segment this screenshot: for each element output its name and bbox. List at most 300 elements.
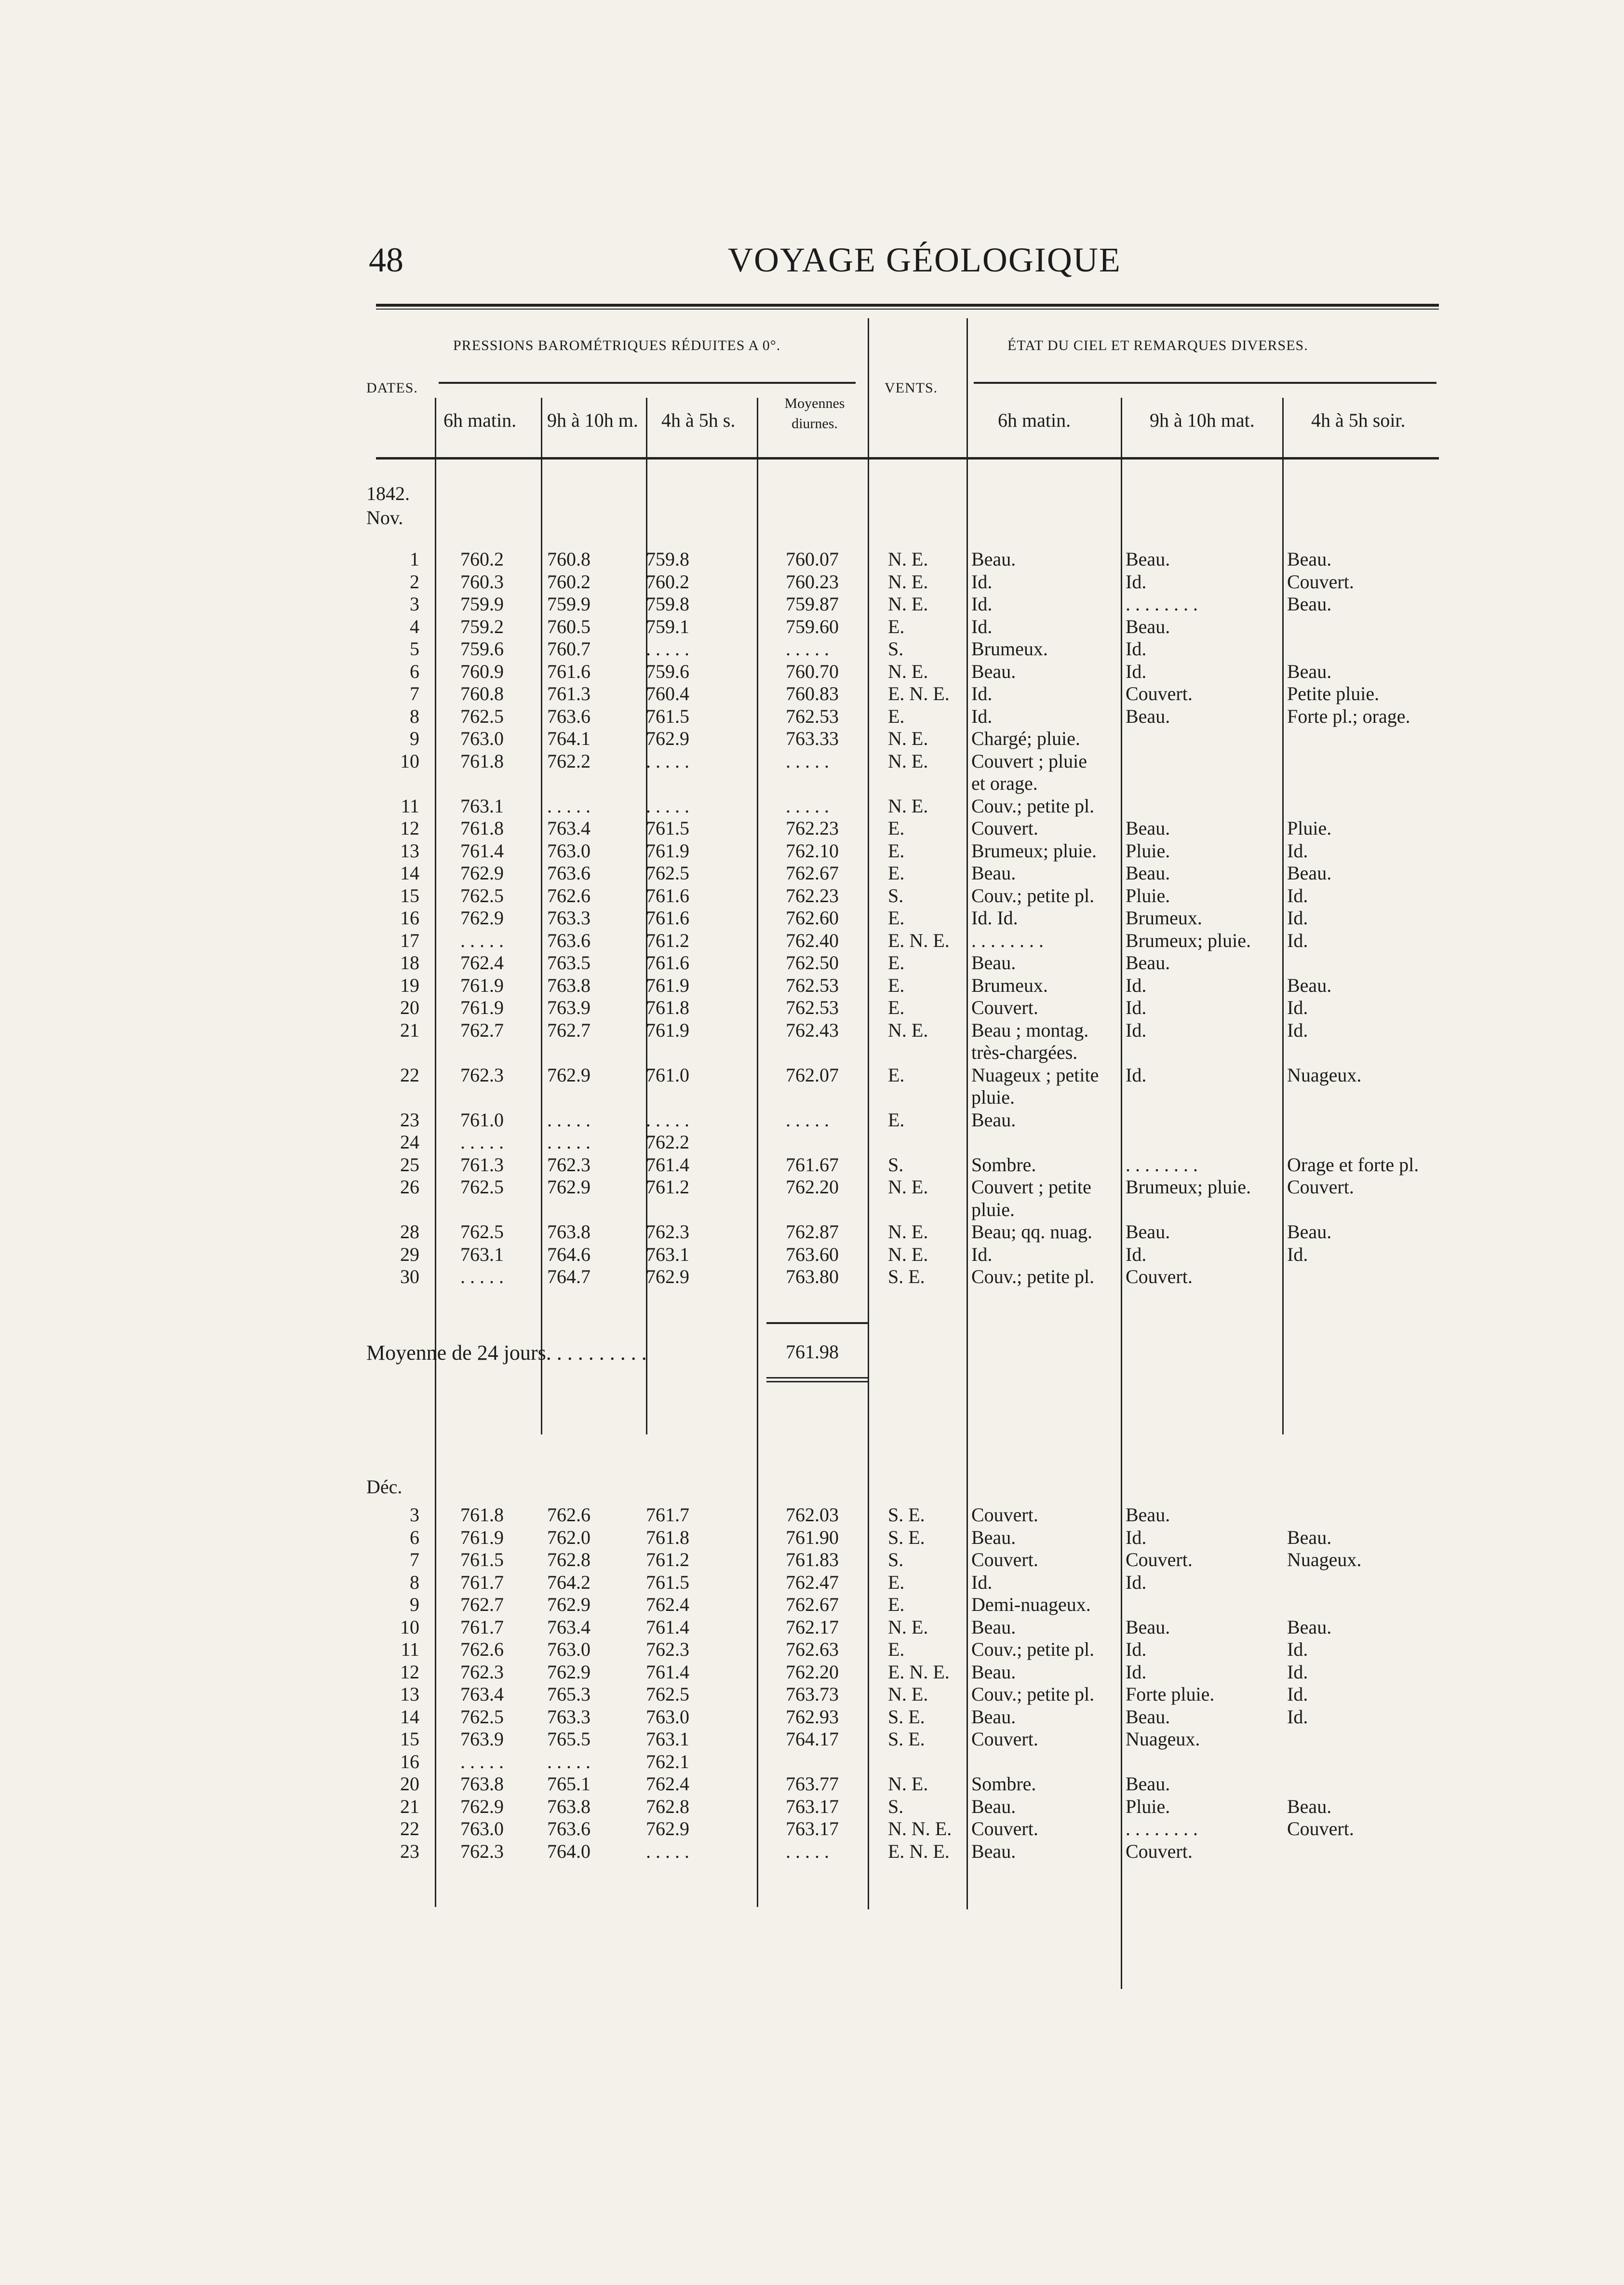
pressure-4h-cell: 761.5 xyxy=(646,1571,689,1593)
date-cell: 29 xyxy=(400,1243,419,1265)
sky-4h-cell: Forte pl.; orage. xyxy=(1287,705,1410,727)
sky-9h-cell: Forte pluie. xyxy=(1126,1683,1215,1705)
sky-4h-cell: Id. xyxy=(1287,1019,1308,1041)
sky-6h-cell: Beau. xyxy=(971,660,1016,682)
table-row xyxy=(366,1199,1439,1220)
pressure-6h-cell: 762.5 xyxy=(460,1705,504,1728)
vent-cell: E. N. E. xyxy=(888,1661,950,1683)
pressure-9h-cell: 763.3 xyxy=(547,1705,591,1728)
pressure-9h-cell: 763.0 xyxy=(547,839,591,862)
date-cell: 20 xyxy=(400,1773,419,1795)
sky-9h-cell: Beau. xyxy=(1126,1705,1170,1728)
moyenne-rule-1 xyxy=(766,1377,868,1379)
sky-9h-cell: Beau. xyxy=(1126,1504,1170,1526)
sky-6h-cell: Beau. xyxy=(971,1526,1016,1548)
sky-9h-cell: Pluie. xyxy=(1126,1795,1170,1817)
vent-cell: N. E. xyxy=(888,570,928,593)
moyenne-cell: 762.53 xyxy=(786,997,839,1018)
moyenne-cell: . . . . . xyxy=(786,795,829,817)
moyenne-cell: 762.07 xyxy=(786,1064,839,1086)
date-cell: 21 xyxy=(400,1795,419,1817)
sky-9h-cell: Id. xyxy=(1126,1019,1147,1041)
pressure-4h-cell: 760.4 xyxy=(646,683,689,704)
date-cell: 22 xyxy=(400,1818,419,1839)
pressure-4h-cell: 760.2 xyxy=(646,570,689,593)
weather-table xyxy=(366,304,1439,1895)
moyenne-cell: . . . . . xyxy=(786,1109,829,1131)
moyenne-cell: 763.60 xyxy=(786,1243,839,1265)
table-row xyxy=(366,1751,1439,1772)
vent-cell: S. xyxy=(888,638,904,660)
pressure-6h-cell: 763.0 xyxy=(460,728,504,749)
pressions-brace xyxy=(439,382,856,384)
sky-6h-cell: Couv.; petite pl. xyxy=(971,795,1095,817)
pressure-4h-cell: 761.2 xyxy=(646,1176,689,1198)
vent-cell: E. xyxy=(888,615,905,637)
sky-6h-cell: pluie. xyxy=(971,1198,1015,1220)
pressure-9h-cell: 762.7 xyxy=(547,1019,591,1041)
moyenne-top-rule xyxy=(766,1322,868,1324)
pressure-9h-cell: 760.8 xyxy=(547,548,591,570)
table-row xyxy=(366,1684,1439,1705)
table-row xyxy=(366,907,1439,929)
colhead-s4: 4h à 5h soir. xyxy=(1311,409,1406,431)
vent-cell: E. xyxy=(888,1638,905,1660)
vent-cell: N. E. xyxy=(888,1019,928,1041)
pressure-9h-cell: 763.6 xyxy=(547,1818,591,1839)
moyenne-cell: 762.67 xyxy=(786,1594,839,1615)
moyenne-cell: 762.67 xyxy=(786,862,839,884)
pressure-4h-cell: 762.5 xyxy=(646,1683,689,1705)
date-cell: 10 xyxy=(400,750,419,772)
moyenne-cell: 762.23 xyxy=(786,817,839,839)
colhead-p4: 4h à 5h s. xyxy=(661,409,736,431)
pressure-4h-cell: 763.0 xyxy=(646,1705,689,1728)
pressure-4h-cell: . . . . . xyxy=(646,1109,689,1131)
table-row xyxy=(366,796,1439,817)
sky-4h-cell: Beau. xyxy=(1287,660,1332,682)
sky-9h-cell: Id. xyxy=(1126,1064,1147,1086)
pressure-6h-cell: 761.8 xyxy=(460,817,504,839)
sky-6h-cell: Id. xyxy=(971,593,993,615)
sky-4h-cell: Petite pluie. xyxy=(1287,683,1380,704)
date-cell: 13 xyxy=(400,839,419,862)
pressure-6h-cell: 761.9 xyxy=(460,974,504,996)
date-cell: 15 xyxy=(400,884,419,906)
moyenne-cell: 759.87 xyxy=(786,593,839,615)
date-cell: 13 xyxy=(400,1683,419,1705)
pressure-6h-cell: 762.9 xyxy=(460,1795,504,1817)
pressure-9h-cell: 765.5 xyxy=(547,1728,591,1750)
vent-cell: E. xyxy=(888,997,905,1018)
vent-cell: S. E. xyxy=(888,1266,925,1287)
moyenne-cell: 762.47 xyxy=(786,1571,839,1593)
table-row xyxy=(366,1109,1439,1131)
pressure-4h-cell: 762.8 xyxy=(646,1795,689,1817)
sky-6h-cell: Chargé; pluie. xyxy=(971,728,1080,749)
sky-6h-cell: Beau. xyxy=(971,1795,1016,1817)
vent-cell: S. E. xyxy=(888,1526,925,1548)
pressure-6h-cell: 763.9 xyxy=(460,1728,504,1750)
table-row xyxy=(366,683,1439,704)
sky-9h-cell: Beau. xyxy=(1126,1616,1170,1638)
vent-cell: S. xyxy=(888,1549,904,1570)
sky-9h-cell: Brumeux; pluie. xyxy=(1126,1176,1251,1198)
sky-6h-cell: Beau. xyxy=(971,1705,1016,1728)
pressure-4h-cell: 761.5 xyxy=(646,705,689,727)
sky-6h-cell: Id. Id. xyxy=(971,907,1018,929)
date-cell: 11 xyxy=(401,795,419,817)
moyenne-rule-2 xyxy=(766,1381,868,1382)
sky-9h-cell: Pluie. xyxy=(1126,839,1170,862)
pressure-6h-cell: 759.2 xyxy=(460,615,504,637)
date-cell: 21 xyxy=(400,1019,419,1041)
pressure-9h-cell: 760.7 xyxy=(547,638,591,660)
header-dates: DATES. xyxy=(366,380,418,396)
table-row xyxy=(366,818,1439,839)
date-cell: 25 xyxy=(400,1153,419,1176)
sky-9h-cell: Id. xyxy=(1126,638,1147,660)
table-row xyxy=(366,1818,1439,1839)
pressure-4h-cell: 761.4 xyxy=(646,1153,689,1176)
pressure-6h-cell: 759.6 xyxy=(460,638,504,660)
sky-4h-cell: Id. xyxy=(1287,997,1308,1018)
date-cell: 28 xyxy=(400,1221,419,1243)
moyenne-cell: 762.87 xyxy=(786,1221,839,1243)
pressure-6h-cell: 762.7 xyxy=(460,1019,504,1041)
pressure-4h-cell: 761.2 xyxy=(646,1549,689,1570)
table-row xyxy=(366,1244,1439,1265)
vent-cell: S. xyxy=(888,1795,904,1817)
date-cell: 7 xyxy=(410,1549,419,1570)
pressure-6h-cell: 762.6 xyxy=(460,1638,504,1660)
moyenne-cell: 764.17 xyxy=(786,1728,839,1750)
pressure-6h-cell: 762.3 xyxy=(460,1661,504,1683)
vent-cell: E. xyxy=(888,705,905,727)
vent-cell: E. xyxy=(888,952,905,973)
etat-brace xyxy=(974,382,1436,384)
moyenne-cell: 762.50 xyxy=(786,952,839,973)
table-row xyxy=(366,751,1439,772)
sky-6h-cell: et orage. xyxy=(971,772,1038,794)
table-row xyxy=(366,706,1439,727)
sky-6h-cell: Couvert. xyxy=(971,1728,1038,1750)
pressure-9h-cell: 762.9 xyxy=(547,1594,591,1615)
pressure-6h-cell: 763.0 xyxy=(460,1818,504,1839)
sky-4h-cell: Couvert. xyxy=(1287,1818,1354,1839)
date-cell: 6 xyxy=(410,1526,419,1548)
sky-9h-cell: Id. xyxy=(1126,1571,1147,1593)
pressure-6h-cell: . . . . . xyxy=(460,1750,504,1772)
vent-cell: E. N. E. xyxy=(888,1840,950,1862)
table-row xyxy=(366,1594,1439,1615)
moyenne-cell: 762.03 xyxy=(786,1504,839,1526)
sky-9h-cell: . . . . . . . . xyxy=(1126,1153,1198,1176)
table-row xyxy=(366,1549,1439,1570)
pressure-4h-cell: 761.4 xyxy=(646,1661,689,1683)
pressure-9h-cell: 764.0 xyxy=(547,1840,591,1862)
sky-9h-cell: Beau. xyxy=(1126,615,1170,637)
pressure-6h-cell: 762.5 xyxy=(460,705,504,727)
month-nov-label: Nov. xyxy=(366,507,403,528)
table-row xyxy=(366,549,1439,570)
moyenne-cell: 761.67 xyxy=(786,1153,839,1176)
date-cell: 23 xyxy=(400,1840,419,1862)
pressure-4h-cell: 762.9 xyxy=(646,1266,689,1287)
sky-4h-cell: Beau. xyxy=(1287,1526,1332,1548)
month-dec-label: Déc. xyxy=(366,1476,403,1498)
pressure-6h-cell: 761.9 xyxy=(460,1526,504,1548)
page-number: 48 xyxy=(369,241,403,279)
pressure-6h-cell: 761.7 xyxy=(460,1616,504,1638)
pressure-4h-cell: 762.5 xyxy=(646,862,689,884)
vent-cell: N. E. xyxy=(888,795,928,817)
sky-4h-cell: Nuageux. xyxy=(1287,1064,1362,1086)
date-cell: 19 xyxy=(400,974,419,996)
pressure-6h-cell: 762.7 xyxy=(460,1594,504,1615)
date-cell: 1 xyxy=(410,548,419,570)
moyenne-cell: 762.20 xyxy=(786,1661,839,1683)
sky-4h-cell: Couvert. xyxy=(1287,570,1354,593)
moyenne-cell: . . . . . xyxy=(786,750,829,772)
date-cell: 7 xyxy=(410,683,419,704)
sky-9h-cell: Couvert. xyxy=(1126,1840,1193,1862)
vent-cell: E. xyxy=(888,1109,905,1131)
pressure-9h-cell: 762.6 xyxy=(547,1504,591,1526)
sky-9h-cell: . . . . . . . . xyxy=(1126,1818,1198,1839)
table-row xyxy=(366,1527,1439,1548)
table-row xyxy=(366,1221,1439,1243)
table-row xyxy=(366,638,1439,660)
table-row xyxy=(366,863,1439,884)
colhead-p6: 6h matin. xyxy=(443,409,517,431)
pressure-6h-cell: 760.3 xyxy=(460,570,504,593)
pressure-6h-cell: 761.8 xyxy=(460,750,504,772)
moyenne-cell: 763.73 xyxy=(786,1683,839,1705)
sky-6h-cell: Beau. xyxy=(971,1616,1016,1638)
table-row xyxy=(366,1266,1439,1287)
moyenne-cell: 762.63 xyxy=(786,1638,839,1660)
vent-cell: N. E. xyxy=(888,1773,928,1795)
sky-6h-cell: Demi-nuageux. xyxy=(971,1594,1091,1615)
vent-cell: S. xyxy=(888,1153,904,1176)
sky-6h-cell: Brumeux; pluie. xyxy=(971,839,1097,862)
pressure-9h-cell: 764.7 xyxy=(547,1266,591,1287)
date-cell: 15 xyxy=(400,1728,419,1750)
sky-6h-cell: Id. xyxy=(971,683,993,704)
pressure-4h-cell: 759.8 xyxy=(646,593,689,615)
vent-cell: E. xyxy=(888,1064,905,1086)
sky-9h-cell: Id. xyxy=(1126,1638,1147,1660)
sky-4h-cell: Id. xyxy=(1287,1705,1308,1728)
vent-cell: E. xyxy=(888,1571,905,1593)
top-rule xyxy=(376,304,1439,307)
pressure-6h-cell: 761.3 xyxy=(460,1153,504,1176)
sky-6h-cell: Beau. xyxy=(971,1109,1016,1131)
colhead-s6: 6h matin. xyxy=(998,409,1071,431)
date-cell: 10 xyxy=(400,1616,419,1638)
vent-cell: N. E. xyxy=(888,660,928,682)
vent-cell: E. xyxy=(888,907,905,929)
vent-cell: N. E. xyxy=(888,750,928,772)
pressure-9h-cell: 763.5 xyxy=(547,952,591,973)
date-cell: 16 xyxy=(400,1750,419,1772)
pressure-4h-cell: 762.9 xyxy=(646,1818,689,1839)
pressure-6h-cell: 761.8 xyxy=(460,1504,504,1526)
pressure-6h-cell: 761.9 xyxy=(460,997,504,1018)
table-row xyxy=(366,1729,1439,1750)
date-cell: 12 xyxy=(400,1661,419,1683)
sky-6h-cell: Beau ; montag. xyxy=(971,1019,1089,1041)
table-row xyxy=(366,975,1439,996)
sky-9h-cell: Id. xyxy=(1126,660,1147,682)
date-cell: 2 xyxy=(410,570,419,593)
sky-6h-cell: pluie. xyxy=(971,1086,1015,1108)
sky-6h-cell: Couvert. xyxy=(971,997,1038,1018)
table-row xyxy=(366,1773,1439,1795)
moyenne-cell: 762.53 xyxy=(786,974,839,996)
sky-4h-cell: Id. xyxy=(1287,1243,1308,1265)
sky-6h-cell: très-chargées. xyxy=(971,1041,1078,1063)
sky-9h-cell: Beau. xyxy=(1126,862,1170,884)
date-cell: 14 xyxy=(400,1705,419,1728)
sky-9h-cell: Beau. xyxy=(1126,1773,1170,1795)
sky-6h-cell: Couvert. xyxy=(971,1549,1038,1570)
date-cell: 9 xyxy=(410,728,419,749)
pressure-6h-cell: 762.9 xyxy=(460,862,504,884)
sky-6h-cell: . . . . . . . . xyxy=(971,929,1044,951)
pressure-4h-cell: 761.7 xyxy=(646,1504,689,1526)
pressure-9h-cell: 762.3 xyxy=(547,1153,591,1176)
sky-9h-cell: Brumeux. xyxy=(1126,907,1202,929)
vent-cell: N. E. xyxy=(888,1176,928,1198)
sky-4h-cell: Nuageux. xyxy=(1287,1549,1362,1570)
sky-9h-cell: Id. xyxy=(1126,1661,1147,1683)
sky-9h-cell: Id. xyxy=(1126,974,1147,996)
pressure-9h-cell: 763.0 xyxy=(547,1638,591,1660)
sky-6h-cell: Id. xyxy=(971,1571,993,1593)
sky-4h-cell: Id. xyxy=(1287,1661,1308,1683)
sky-4h-cell: Couvert. xyxy=(1287,1176,1354,1198)
moyenne-cell: 762.93 xyxy=(786,1705,839,1728)
sky-4h-cell: Id. xyxy=(1287,907,1308,929)
pressure-9h-cell: . . . . . xyxy=(547,1131,591,1153)
moyenne-value: 761.98 xyxy=(786,1341,839,1363)
table-row xyxy=(366,1572,1439,1593)
year-label: 1842. xyxy=(366,483,410,504)
date-cell: 12 xyxy=(400,817,419,839)
pressure-9h-cell: 760.2 xyxy=(547,570,591,593)
sky-4h-cell: Beau. xyxy=(1287,862,1332,884)
pressure-9h-cell: 764.2 xyxy=(547,1571,591,1593)
pressure-9h-cell: 762.9 xyxy=(547,1661,591,1683)
pressure-6h-cell: 760.2 xyxy=(460,548,504,570)
sky-6h-cell: Sombre. xyxy=(971,1153,1036,1176)
sky-6h-cell: Id. xyxy=(971,1243,993,1265)
header-pressions: PRESSIONS BAROMÉTRIQUES RÉDUITES A 0°. xyxy=(453,338,781,353)
pressure-9h-cell: 760.5 xyxy=(547,615,591,637)
vent-cell: E. xyxy=(888,974,905,996)
moyenne-cell: 760.83 xyxy=(786,683,839,704)
vent-cell: S. E. xyxy=(888,1705,925,1728)
table-row xyxy=(366,1662,1439,1683)
pressure-4h-cell: 762.4 xyxy=(646,1594,689,1615)
moyenne-cell: . . . . . xyxy=(786,1840,829,1862)
sky-4h-cell: Id. xyxy=(1287,839,1308,862)
pressure-6h-cell: 763.1 xyxy=(460,1243,504,1265)
sky-9h-cell: Beau. xyxy=(1126,705,1170,727)
sky-9h-cell: Id. xyxy=(1126,570,1147,593)
moyenne-cell: 761.90 xyxy=(786,1526,839,1548)
sky-9h-cell: . . . . . . . . xyxy=(1126,593,1198,615)
table-row xyxy=(366,1176,1439,1198)
pressure-6h-cell: 763.4 xyxy=(460,1683,504,1705)
sky-9h-cell: Beau. xyxy=(1126,952,1170,973)
pressure-6h-cell: 762.4 xyxy=(460,952,504,973)
table-row xyxy=(366,1020,1439,1041)
table-row xyxy=(366,594,1439,615)
pressure-6h-cell: 763.8 xyxy=(460,1773,504,1795)
pressure-6h-cell: 761.5 xyxy=(460,1549,504,1570)
table-row xyxy=(366,1087,1439,1108)
table-row xyxy=(366,885,1439,906)
date-cell: 4 xyxy=(410,615,419,637)
table-row xyxy=(366,571,1439,593)
pressure-9h-cell: 763.3 xyxy=(547,907,591,929)
table-row xyxy=(366,1042,1439,1063)
sky-6h-cell: Id. xyxy=(971,705,993,727)
vent-cell: S. E. xyxy=(888,1504,925,1526)
table-row xyxy=(366,1617,1439,1638)
vent-cell: E. N. E. xyxy=(888,683,950,704)
pressure-4h-cell: 761.9 xyxy=(646,839,689,862)
date-cell: 30 xyxy=(400,1266,419,1287)
sky-6h-cell: Couv.; petite pl. xyxy=(971,1638,1095,1660)
colhead-moyennes: Moyennes xyxy=(784,395,845,411)
date-cell: 5 xyxy=(410,638,419,660)
sky-9h-cell: Beau. xyxy=(1126,1221,1170,1243)
sky-6h-cell: Couvert. xyxy=(971,817,1038,839)
pressure-4h-cell: 761.9 xyxy=(646,1019,689,1041)
moyenne-cell: 762.43 xyxy=(786,1019,839,1041)
pressure-4h-cell: . . . . . xyxy=(646,1840,689,1862)
table-row xyxy=(366,1154,1439,1176)
pressure-9h-cell: 761.6 xyxy=(547,660,591,682)
sky-6h-cell: Couvert ; petite xyxy=(971,1176,1091,1198)
sky-9h-cell: Pluie. xyxy=(1126,884,1170,906)
sky-6h-cell: Beau. xyxy=(971,952,1016,973)
sky-4h-cell: Beau. xyxy=(1287,1221,1332,1243)
sky-4h-cell: Id. xyxy=(1287,1683,1308,1705)
vent-cell: E. N. E. xyxy=(888,929,950,951)
pressure-9h-cell: 763.6 xyxy=(547,862,591,884)
vent-cell: S. E. xyxy=(888,1728,925,1750)
moyenne-cell: 759.60 xyxy=(786,615,839,637)
date-cell: 3 xyxy=(410,593,419,615)
sky-6h-cell: Beau. xyxy=(971,1840,1016,1862)
pressure-4h-cell: 761.6 xyxy=(646,907,689,929)
sky-4h-cell: Id. xyxy=(1287,929,1308,951)
sky-6h-cell: Brumeux. xyxy=(971,638,1048,660)
pressure-4h-cell: 761.4 xyxy=(646,1616,689,1638)
sky-4h-cell: Id. xyxy=(1287,884,1308,906)
pressure-6h-cell: 762.3 xyxy=(460,1064,504,1086)
date-cell: 8 xyxy=(410,1571,419,1593)
vent-cell: N. E. xyxy=(888,1243,928,1265)
pressure-4h-cell: 763.1 xyxy=(646,1728,689,1750)
sky-6h-cell: Couvert. xyxy=(971,1504,1038,1526)
pressure-4h-cell: 761.8 xyxy=(646,1526,689,1548)
